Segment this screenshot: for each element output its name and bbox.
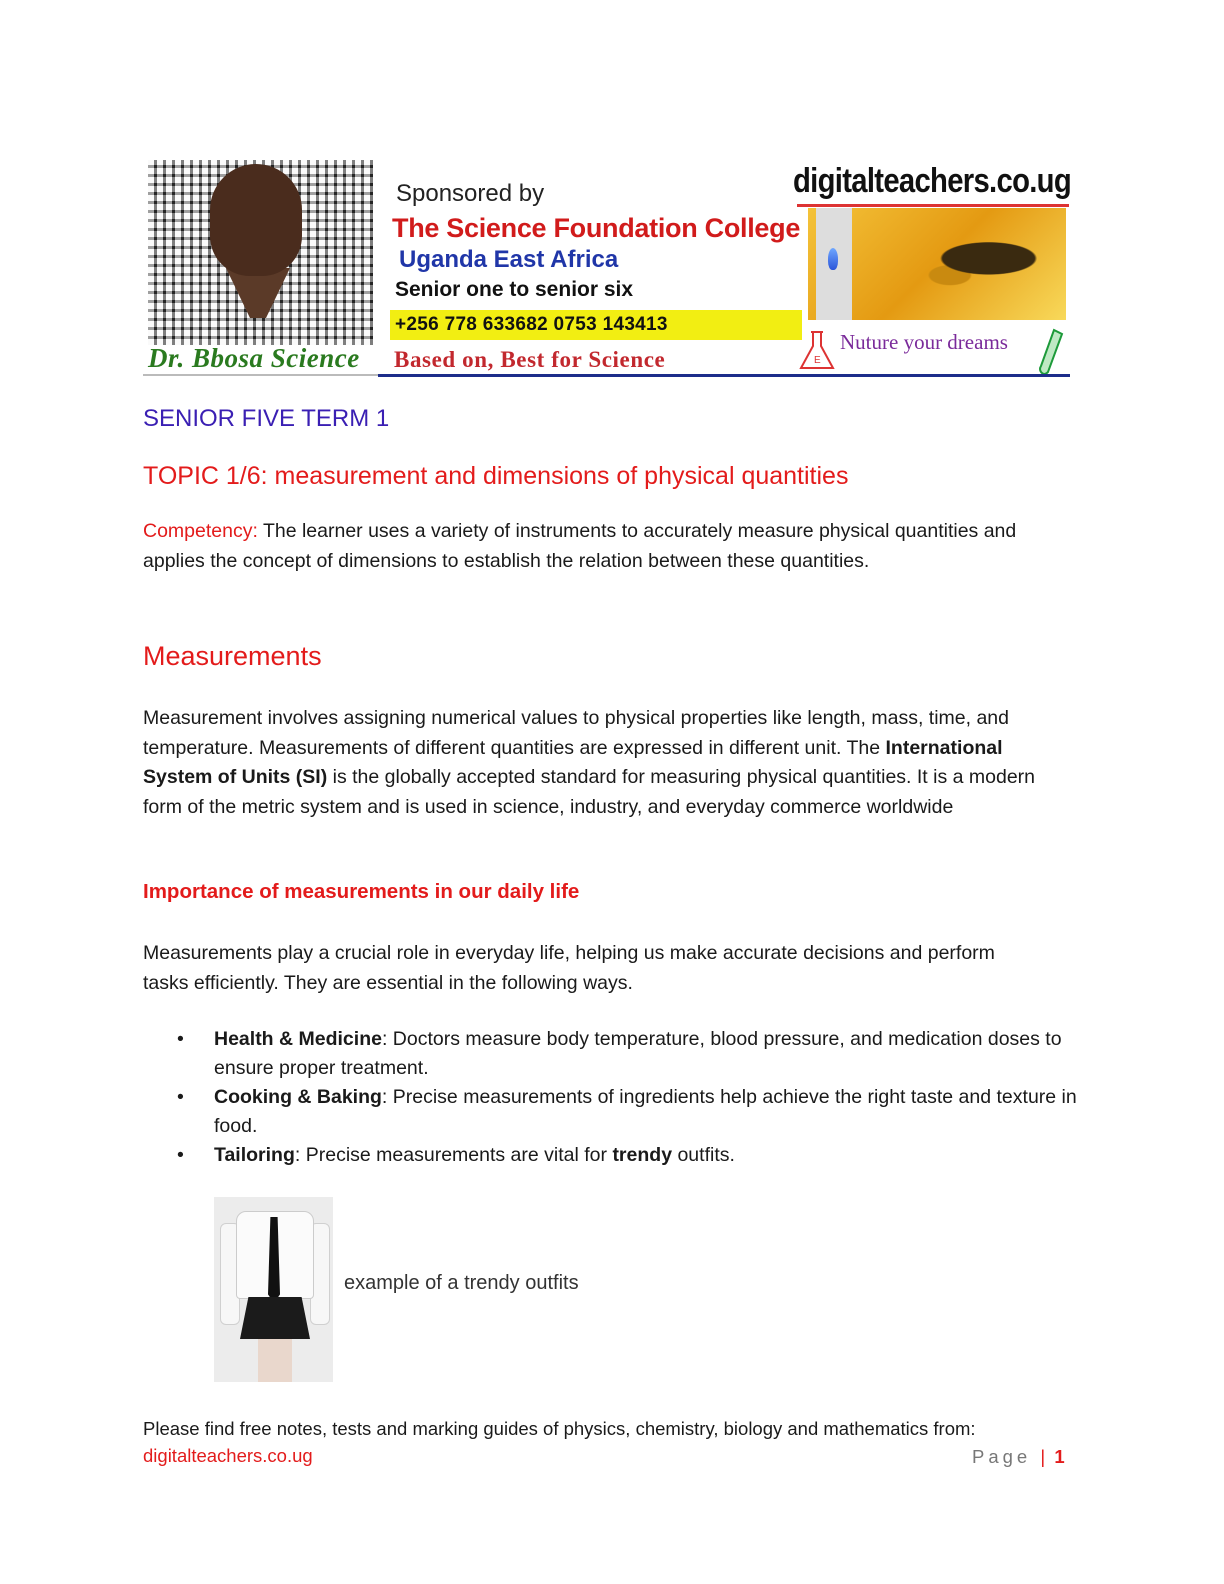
bullet-icon: • [177,1144,184,1166]
bullet-icon: • [177,1086,184,1108]
list-item-title: Health & Medicine [214,1028,382,1050]
page-separator: | [1040,1446,1046,1467]
logo-underline [797,204,1069,207]
bullet-icon: • [177,1028,184,1050]
list-item [143,1083,1083,1141]
site-logo: digitalteachers.co.ug [793,162,1072,200]
outfit-caption: example of a trendy outfits [344,1272,579,1294]
importance-paragraph: Measurements play a crucial role in everyday life, helping us make accurate decisions and perform tasks efficiently. They are essential in the following ways. [143,942,995,994]
competency-label: Competency: [143,520,258,542]
college-levels: Senior one to senior six [395,278,634,301]
bee-and-burner-image [808,208,1066,320]
svg-text:E: E [814,355,821,366]
list-item-text: : Precise measurements of ingredients help achieve the right taste and texture in food. [214,1086,1077,1137]
outfit-photo [214,1197,333,1382]
measurements-heading: Measurements [143,641,322,671]
phone-numbers: +256 778 633682 0753 143413 [395,314,668,335]
list-item-title: Tailoring [214,1144,295,1166]
list-item [143,1141,1083,1170]
banner-divider-left [143,374,378,376]
importance-heading: Importance of measurements in our daily life [143,880,580,903]
list-item-emphasis: trendy [612,1144,673,1166]
author-photo [148,160,373,345]
list-item-text: : Precise measurements are vital for [294,1144,613,1166]
flame-icon [828,248,838,270]
meas-text-1: Measurement involves assigning numerical values to physical properties like length, mass, time, and temperature. Measurements of different quantities are expressed in different unit. The [143,707,1009,759]
list-item-text-end: outfits. [672,1144,735,1166]
term-heading: SENIOR FIVE TERM 1 [143,405,390,432]
list-item [143,1025,1083,1083]
page-number [972,1446,1065,1468]
list-item-title: Cooking & Baking [214,1086,382,1108]
list-item-text: : Doctors measure body temperature, blood pressure, and medication doses to ensure proper treatment. [214,1028,1062,1079]
test-tube-icon [1038,328,1064,376]
si-term: International System of Units (SI) [143,736,1003,788]
importance-list [143,1025,1083,1170]
competency-paragraph [143,516,1043,576]
page-number-value: 1 [1054,1446,1065,1467]
page-label: Page [972,1446,1032,1467]
flask-icon [797,330,837,372]
footer-text: Please find free notes, tests and marking guides of physics, chemistry, biology and mathematics from: [143,1418,976,1439]
author-signature: Dr. Bbosa Science [148,343,360,373]
measurements-paragraph [143,704,1043,822]
footer-site-link[interactable]: digitalteachers.co.ug [143,1445,313,1466]
sponsored-by-label: Sponsored by [396,180,545,207]
meas-text-2: is the globally accepted standard for measuring physical quantities. It is a modern form of the metric system and is used in science, industry, and everyday commerce worldwide [143,766,1036,818]
motto: Nuture your dreams [840,330,1008,354]
sponsor-banner [143,160,1071,380]
competency-text: The learner uses a variety of instruments to accurately measure physical quantities and applies the concept of dimensions to establish the relation between these quantities. [143,520,1017,572]
college-slogan: Based on, Best for Science [394,347,666,372]
topic-heading: TOPIC 1/6: measurement and dimensions of physical quantities [143,462,849,490]
college-name: The Science Foundation College [392,213,801,243]
college-region: Uganda East Africa [399,246,619,273]
banner-divider [378,374,1070,377]
